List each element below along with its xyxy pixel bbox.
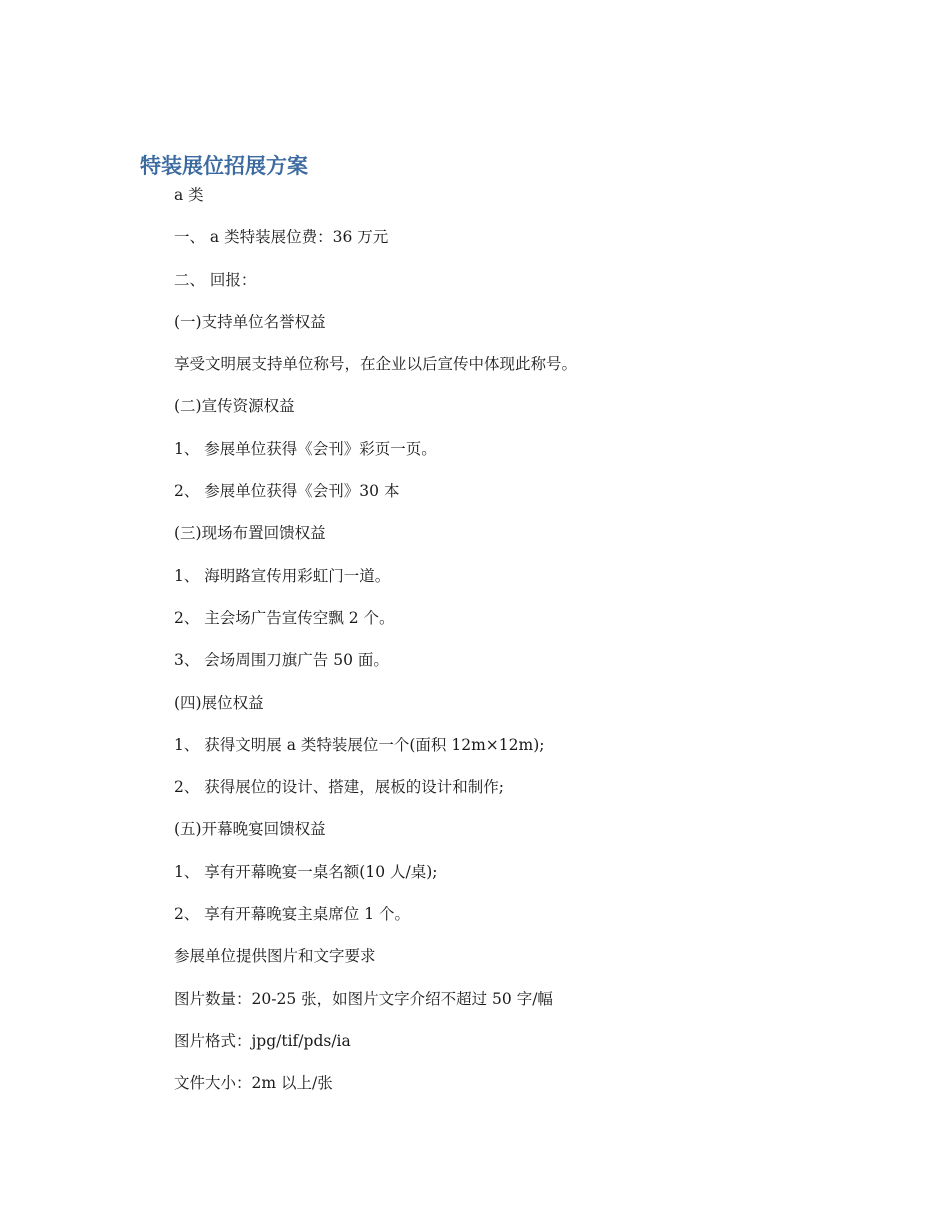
body-line: 1、 获得文明展 a 类特装展位一个(面积 12m×12m);: [174, 735, 545, 754]
body-line: 1、 海明路宣传用彩虹门一道。: [174, 566, 391, 585]
body-line: a 类: [174, 186, 204, 204]
body-line: 2、 参展单位获得《会刊》30 本: [174, 482, 400, 501]
body-line: (三)现场布置回馈权益: [174, 524, 326, 543]
body-line: (五)开幕晚宴回馈权益: [174, 820, 326, 839]
body-line: 图片数量：20-25 张，如图片文字介绍不超过 50 字/幅: [174, 989, 553, 1008]
body-line: 2、 享有开幕晚宴主桌席位 1 个。: [174, 905, 411, 924]
body-line: 1、 参展单位获得《会刊》彩页一页。: [174, 439, 437, 458]
body-line: 参展单位提供图片和文字要求: [174, 947, 376, 966]
body-line: (二)宣传资源权益: [174, 397, 295, 416]
body-line: 1、 享有开幕晚宴一桌名额(10 人/桌);: [174, 862, 438, 881]
document-body: [174, 184, 894, 1115]
body-line: 二、 回报：: [174, 270, 257, 289]
body-line: 一、 a 类特装展位费：36 万元: [174, 228, 389, 247]
body-line: (四)展位权益: [174, 693, 264, 712]
body-line: 3、 会场周围刀旗广告 50 面。: [174, 651, 389, 670]
body-line: 2、 主会场广告宣传空飘 2 个。: [174, 608, 395, 627]
document-title: 特装展位招展方案: [140, 154, 308, 178]
body-line: 文件大小：2m 以上/张: [174, 1074, 333, 1093]
body-line: 2、 获得展位的设计、搭建，展板的设计和制作;: [174, 778, 505, 797]
body-line: (一)支持单位名誉权益: [174, 312, 326, 331]
body-line: 图片格式：jpg/tif/pds/ia: [174, 1031, 351, 1050]
body-line: 享受文明展支持单位称号，在企业以后宣传中体现此称号。: [174, 355, 578, 374]
